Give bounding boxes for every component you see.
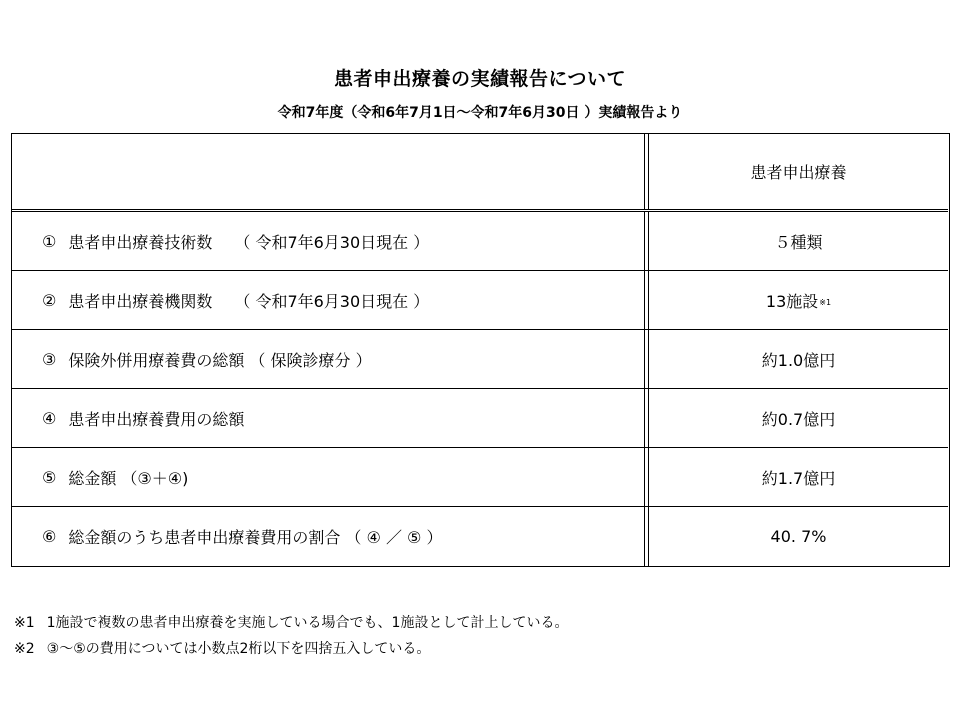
row-value-cell (649, 330, 948, 388)
footnote-marker: ※1 (819, 298, 832, 307)
table-row-5 (12, 448, 948, 507)
row-label: 保険外併用療養費の総額 （ 保険診療分 ） (68, 350, 372, 370)
table-row-6 (12, 507, 948, 566)
row-label-cell (12, 330, 644, 388)
report-table (11, 133, 950, 567)
footnote-prefix: ※2 (14, 641, 35, 657)
document-subtitle: 令和7年度（令和6年7月1日～令和7年6月30日 ）実績報告より (277, 105, 683, 121)
document-title: 患者申出療養の実績報告について (333, 68, 627, 90)
row-label-cell (12, 212, 644, 270)
row-label-cell (12, 389, 644, 447)
row-value-cell (649, 212, 948, 270)
row-value: 約1.7億円 (761, 468, 836, 488)
row-number: ① (42, 231, 57, 251)
row-value-cell (649, 507, 948, 566)
row-qualifier: （ 令和7年6月30日現在 ） (234, 232, 430, 252)
row-label-cell (12, 448, 644, 506)
row-number: ③ (42, 349, 57, 369)
table-row-3 (12, 330, 948, 389)
footnote-2 (14, 636, 568, 662)
row-value: 40. 7% (770, 527, 827, 546)
footnote-1 (14, 610, 568, 636)
row-label: 総金額 （③＋④) (68, 468, 189, 488)
table-row-1 (12, 212, 948, 271)
row-value-cell (649, 389, 948, 447)
table-row-4 (12, 389, 948, 448)
row-label: 患者申出療養費用の総額 (68, 409, 245, 429)
row-label: 総金額のうち患者申出療養費用の割合 （ ④ ／ ⑤ ） (68, 528, 443, 547)
row-value: 約1.0億円 (761, 350, 836, 370)
table-row-2 (12, 271, 948, 330)
row-label-cell (12, 271, 644, 329)
row-value: ５種類 (774, 232, 823, 252)
footnote-text: 1施設で複数の患者申出療養を実施している場合でも、1施設として計上している。 (46, 615, 569, 631)
footnote-text: ③～⑤の費用については小数点2桁以下を四捨五入している。 (46, 641, 431, 657)
row-number: ② (42, 290, 57, 310)
row-value: 13施設 (765, 291, 819, 311)
row-value-cell (649, 448, 948, 506)
row-value-cell (649, 271, 948, 329)
row-number: ⑥ (42, 527, 57, 546)
footnote-prefix: ※1 (14, 615, 35, 631)
table-header-row (12, 134, 948, 212)
row-number: ④ (42, 408, 57, 428)
footnotes (14, 610, 568, 662)
row-label: 患者申出療養技術数 (68, 232, 213, 252)
row-number: ⑤ (42, 467, 57, 487)
header-right-cell: 患者申出療養 (750, 163, 847, 182)
row-qualifier: （ 令和7年6月30日現在 ） (234, 291, 430, 311)
header-left-cell (12, 134, 644, 209)
row-label-cell (12, 507, 644, 566)
row-label: 患者申出療養機関数 (68, 291, 213, 311)
row-value: 約0.7億円 (761, 409, 836, 429)
